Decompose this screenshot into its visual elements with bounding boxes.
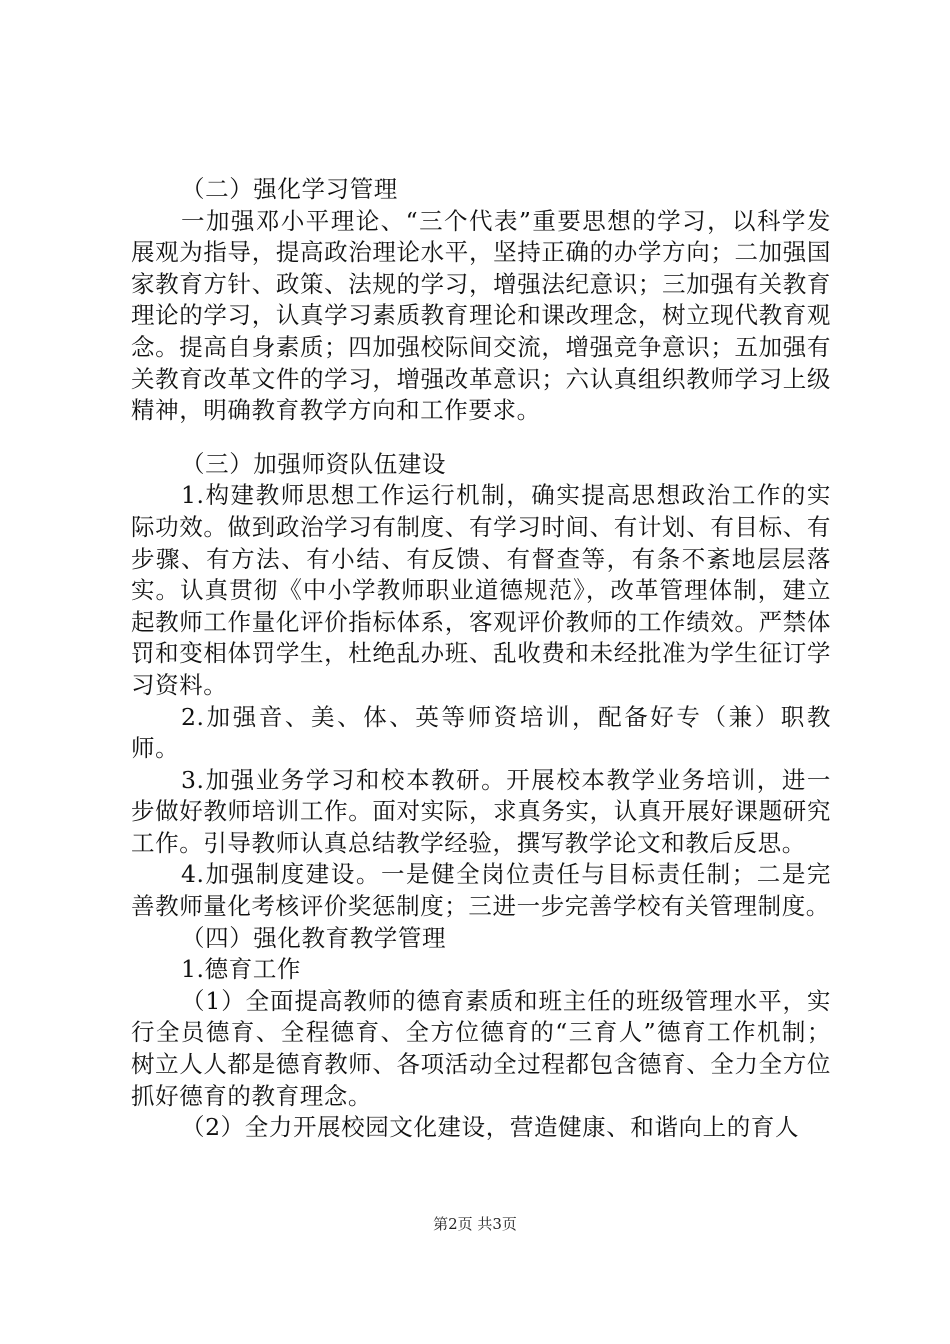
paragraph: 3.加强业务学习和校本教研。开展校本教学业务培训，进一步做好教师培训工作。面对实际，求真务实，认真开展好课题研究工作。引导教师认真总结教学经验，撰写教学论文和教后反思。 <box>131 765 831 857</box>
paragraph: （2）全力开展校园文化建设，营造健康、和谐向上的育人 <box>181 1113 800 1142</box>
paragraph: 2.加强音、美、体、英等师资培训，配备好专（兼）职教师。 <box>131 702 831 763</box>
paragraph: 1.德育工作 <box>181 955 302 984</box>
document-body <box>131 174 831 1144</box>
paragraph: 4.加强制度建设。一是健全岗位责任与目标责任制；二是完善教师量化考核评价奖惩制度；三进一步完善学校有关管理制度。 <box>131 860 831 921</box>
section-heading-2: （二）强化学习管理 <box>181 175 398 203</box>
section-heading-3: （三）加强师资队伍建设 <box>181 449 447 478</box>
page-footer: 第2页 共3页 <box>433 1215 517 1233</box>
section-heading-4: （四）强化教育教学管理 <box>181 923 447 952</box>
paragraph: 1.构建教师思想工作运行机制，确实提高思想政治工作的实际功效。做到政治学习有制度、有学习时间、有计划、有目标、有步骤、有方法、有小结、有反馈、有督查等，有条不紊地层层落实。认真贯彻《中小学教师职业道德规范》，改革管理体制，建立起教师工作量化评价指标体系，客观评价教师的工作绩效。严禁体罚和变相体罚学生，杜绝乱办班、乱收费和未经批准为学生征订学习资料。 <box>131 481 831 699</box>
paragraph: （1）全面提高教师的德育素质和班主任的班级管理水平，实行全员德育、全程德育、全方位德育的“三育人”德育工作机制；树立人人都是德育教师、各项活动全过程都包含德育、全力全方位抓好德育的教育理念。 <box>131 986 831 1110</box>
paragraph: 一加强邓小平理论、“三个代表”重要思想的学习，以科学发展观为指导，提高政治理论水平，坚持正确的办学方向；二加强国家教育方针、政策、法规的学习，增强法纪意识；三加强有关教育理论的学习，认真学习素质教育理论和课改理念，树立现代教育观念。提高自身素质；四加强校际间交流，增强竞争意识；五加强有关教育改革文件的学习，增强改革意识；六认真组织教师学习上级精神，明确教育教学方向和工作要求。 <box>131 206 831 425</box>
